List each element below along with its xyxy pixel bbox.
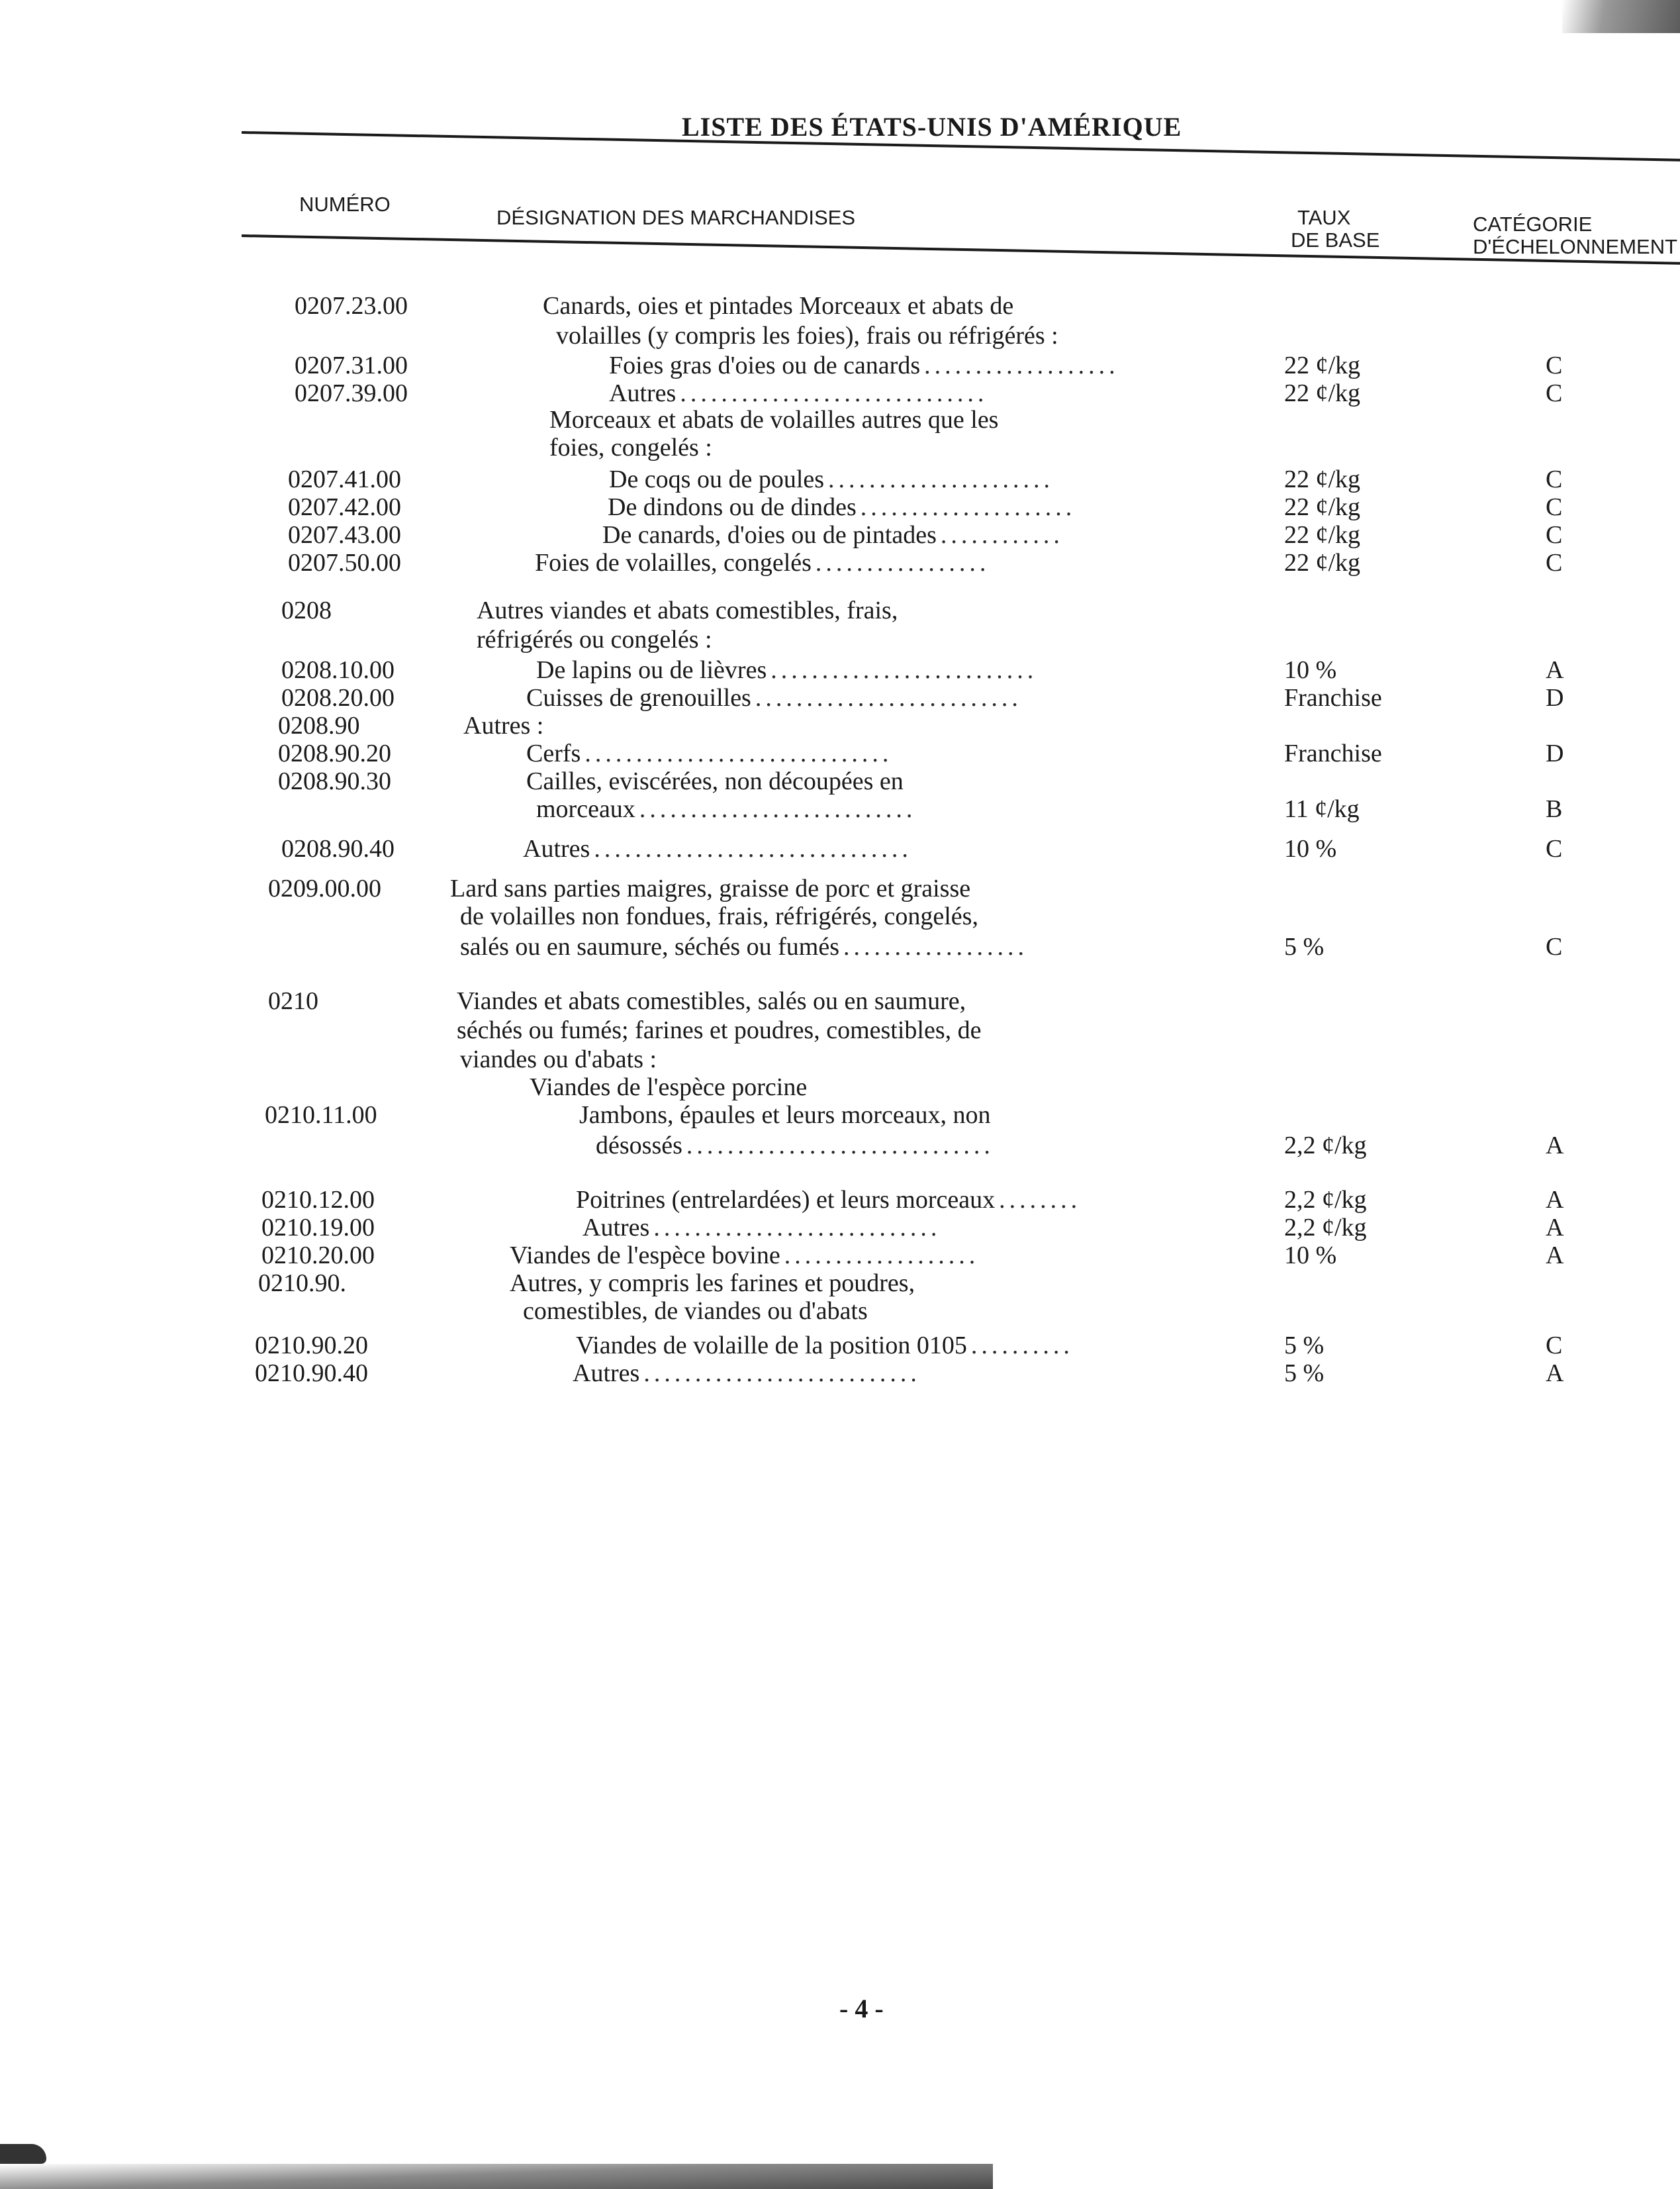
table-row <box>0 711 1680 740</box>
table-row <box>0 834 1680 863</box>
table-row <box>0 1296 1680 1326</box>
base-rate: 22 ¢/kg <box>1284 352 1361 379</box>
goods-description: Autres viandes et abats comestibles, frais, <box>477 597 898 624</box>
goods-description: Autres, y compris les farines et poudres, <box>510 1269 915 1297</box>
dot-leader: ........................... <box>643 1359 921 1387</box>
table-row <box>0 1359 1680 1388</box>
scan-artifact-bottom-edge <box>0 2164 993 2189</box>
goods-description: Cuisses de grenouilles <box>526 684 751 712</box>
table-row <box>0 405 1680 434</box>
tariff-code: 0210 <box>268 987 318 1015</box>
goods-description: De lapins ou de lièvres <box>536 656 767 684</box>
goods-description: Poitrines (entrelardées) et leurs morceaux <box>576 1186 996 1214</box>
dot-leader: ........................... <box>639 795 917 823</box>
staging-category: C <box>1546 493 1563 521</box>
staging-category: C <box>1546 1332 1563 1359</box>
tariff-code: 0207.43.00 <box>288 521 401 549</box>
tariff-code: 0207.23.00 <box>295 292 408 320</box>
tariff-code: 0208.20.00 <box>281 684 395 712</box>
table-row <box>0 683 1680 712</box>
goods-description: Lard sans parties maigres, graisse de porc et graisse <box>450 875 971 902</box>
goods-description: viandes ou d'abats : <box>460 1046 657 1073</box>
staging-category: C <box>1546 521 1563 549</box>
goods-description: Viandes de volaille de la position 0105 <box>576 1332 967 1359</box>
base-rate: 22 ¢/kg <box>1284 465 1361 493</box>
staging-category: D <box>1546 740 1564 767</box>
column-header-category-line2: D'ÉCHELONNEMENT <box>1473 235 1678 258</box>
goods-description: Foies de volailles, congelés <box>535 549 812 577</box>
goods-description: volailles (y compris les foies), frais ou réfrigérés : <box>556 322 1058 350</box>
dot-leader: ............................... <box>594 835 912 863</box>
staging-category: A <box>1546 1132 1564 1159</box>
tariff-code: 0208.90.30 <box>278 767 391 795</box>
goods-description: Autres <box>573 1359 640 1387</box>
goods-description: désossés <box>596 1132 682 1159</box>
dot-leader: .............................. <box>680 379 988 407</box>
staging-category: D <box>1546 684 1564 712</box>
table-row <box>0 1016 1680 1045</box>
goods-description: Autres <box>609 379 677 407</box>
goods-description: séchés ou fumés; farines et poudres, comestibles, de <box>457 1016 982 1044</box>
column-header-rate-line1: TAUX <box>1297 206 1351 229</box>
tariff-code: 0207.31.00 <box>295 352 408 379</box>
staging-category: C <box>1546 379 1563 407</box>
table-row <box>0 1073 1680 1102</box>
table-row <box>0 1100 1680 1130</box>
staging-category: A <box>1546 1186 1564 1214</box>
tariff-code: 0210.11.00 <box>265 1101 377 1129</box>
tariff-code: 0210.90. <box>258 1269 346 1297</box>
base-rate: 22 ¢/kg <box>1284 521 1361 549</box>
table-row <box>0 379 1680 408</box>
dot-leader: ................... <box>784 1241 980 1269</box>
dot-leader: ............ <box>940 521 1064 549</box>
base-rate: 5 % <box>1284 933 1325 961</box>
table-row <box>0 795 1680 824</box>
table-row <box>0 932 1680 961</box>
goods-description: Canards, oies et pintades Morceaux et abats de <box>543 292 1014 320</box>
base-rate: 5 % <box>1284 1359 1325 1387</box>
table-row <box>0 493 1680 522</box>
table-row <box>0 520 1680 550</box>
tariff-code: 0207.42.00 <box>288 493 401 521</box>
table-row <box>0 656 1680 685</box>
dot-leader: ................... <box>924 352 1119 379</box>
tariff-code: 0207.39.00 <box>295 379 408 407</box>
base-rate: 22 ¢/kg <box>1284 493 1361 521</box>
dot-leader: ..................... <box>860 493 1076 521</box>
table-row <box>0 625 1680 654</box>
tariff-code: 0210.12.00 <box>261 1186 375 1214</box>
base-rate: 10 % <box>1284 656 1337 684</box>
column-header-description: DÉSIGNATION DES MARCHANDISES <box>496 206 856 229</box>
tariff-code: 0210.90.20 <box>255 1332 368 1359</box>
goods-description: Cerfs <box>526 740 581 767</box>
table-row <box>0 433 1680 462</box>
tariff-code: 0210.90.40 <box>255 1359 368 1387</box>
column-header-number: NUMÉRO <box>299 193 391 216</box>
tariff-code: 0207.50.00 <box>288 549 401 577</box>
table-row <box>0 291 1680 320</box>
goods-description: Autres <box>583 1214 650 1241</box>
base-rate: 10 % <box>1284 1241 1337 1269</box>
base-rate: 2,2 ¢/kg <box>1284 1132 1367 1159</box>
goods-description: De canards, d'oies ou de pintades <box>602 521 937 549</box>
page-number: - 4 - <box>839 1994 884 2023</box>
dot-leader: .......................... <box>755 684 1022 712</box>
base-rate: Franchise <box>1284 684 1382 712</box>
base-rate: 11 ¢/kg <box>1284 795 1360 823</box>
goods-description: réfrigérés ou congelés : <box>477 626 712 654</box>
dot-leader: ................. <box>815 549 990 577</box>
base-rate: 2,2 ¢/kg <box>1284 1214 1367 1241</box>
goods-description: Viandes et abats comestibles, salés ou en saumure, <box>457 987 966 1015</box>
staging-category: C <box>1546 549 1563 577</box>
dot-leader: ...................... <box>828 465 1054 493</box>
staging-category: C <box>1546 352 1563 379</box>
goods-description: Autres : <box>463 712 544 740</box>
dot-leader: ............................ <box>653 1214 941 1241</box>
document-title: LISTE DES ÉTATS-UNIS D'AMÉRIQUE <box>682 112 1182 142</box>
goods-description: salés ou en saumure, séchés ou fumés <box>460 933 840 961</box>
goods-description: Jambons, épaules et leurs morceaux, non <box>579 1101 991 1129</box>
base-rate: 22 ¢/kg <box>1284 379 1361 407</box>
table-row <box>0 1131 1680 1160</box>
table-row <box>0 1269 1680 1298</box>
goods-description: Autres <box>523 835 590 863</box>
base-rate: Franchise <box>1284 740 1382 767</box>
base-rate: 2,2 ¢/kg <box>1284 1186 1367 1214</box>
table-row <box>0 351 1680 380</box>
goods-description: comestibles, de viandes ou d'abats <box>523 1297 868 1325</box>
tariff-code: 0208.90 <box>278 712 360 740</box>
goods-description: De dindons ou de dindes <box>608 493 857 521</box>
goods-description: Foies gras d'oies ou de canards <box>609 352 921 379</box>
dot-leader: .............................. <box>584 740 893 767</box>
tariff-code: 0207.41.00 <box>288 465 401 493</box>
staging-category: A <box>1546 1241 1564 1269</box>
dot-leader: .............................. <box>686 1132 994 1159</box>
table-row <box>0 1045 1680 1074</box>
dot-leader: .......... <box>970 1332 1074 1359</box>
goods-description: De coqs ou de poules <box>609 465 825 493</box>
staging-category: A <box>1546 1359 1564 1387</box>
goods-description: Morceaux et abats de volailles autres que les <box>549 406 999 434</box>
dot-leader: .......................... <box>770 656 1038 684</box>
table-row <box>0 987 1680 1016</box>
tariff-code: 0209.00.00 <box>268 875 381 902</box>
base-rate: 5 % <box>1284 1332 1325 1359</box>
tariff-code: 0210.19.00 <box>261 1214 375 1241</box>
table-row <box>0 1241 1680 1270</box>
staging-category: B <box>1546 795 1563 823</box>
column-header-rate-line2: DE BASE <box>1291 228 1380 252</box>
staging-category: C <box>1546 933 1563 961</box>
table-row <box>0 1213 1680 1242</box>
table-row <box>0 767 1680 796</box>
table-row <box>0 739 1680 768</box>
tariff-code: 0208.90.40 <box>281 835 395 863</box>
table-row <box>0 902 1680 931</box>
staging-category: C <box>1546 465 1563 493</box>
goods-description: morceaux <box>536 795 635 823</box>
staging-category: A <box>1546 656 1564 684</box>
table-row <box>0 321 1680 350</box>
staging-category: A <box>1546 1214 1564 1241</box>
goods-description: de volailles non fondues, frais, réfrigérés, congelés, <box>460 902 978 930</box>
table-row <box>0 1185 1680 1214</box>
column-header-category-line1: CATÉGORIE <box>1473 213 1593 236</box>
staging-category: C <box>1546 835 1563 863</box>
table-row <box>0 596 1680 625</box>
dot-leader: ........ <box>999 1186 1082 1214</box>
tariff-code: 0208.90.20 <box>278 740 391 767</box>
table-row <box>0 465 1680 494</box>
scan-artifact-bottom-left <box>0 2144 46 2164</box>
goods-description: foies, congelés : <box>549 434 712 462</box>
goods-description: Viandes de l'espèce bovine <box>510 1241 780 1269</box>
table-row <box>0 1331 1680 1360</box>
dot-leader: .................. <box>843 933 1029 961</box>
base-rate: 22 ¢/kg <box>1284 549 1361 577</box>
table-row <box>0 874 1680 903</box>
base-rate: 10 % <box>1284 835 1337 863</box>
tariff-code: 0208.10.00 <box>281 656 395 684</box>
table-row <box>0 548 1680 577</box>
tariff-code: 0208 <box>281 597 332 624</box>
tariff-code: 0210.20.00 <box>261 1241 375 1269</box>
goods-description: Cailles, eviscérées, non découpées en <box>526 767 904 795</box>
goods-description: Viandes de l'espèce porcine <box>530 1073 808 1101</box>
